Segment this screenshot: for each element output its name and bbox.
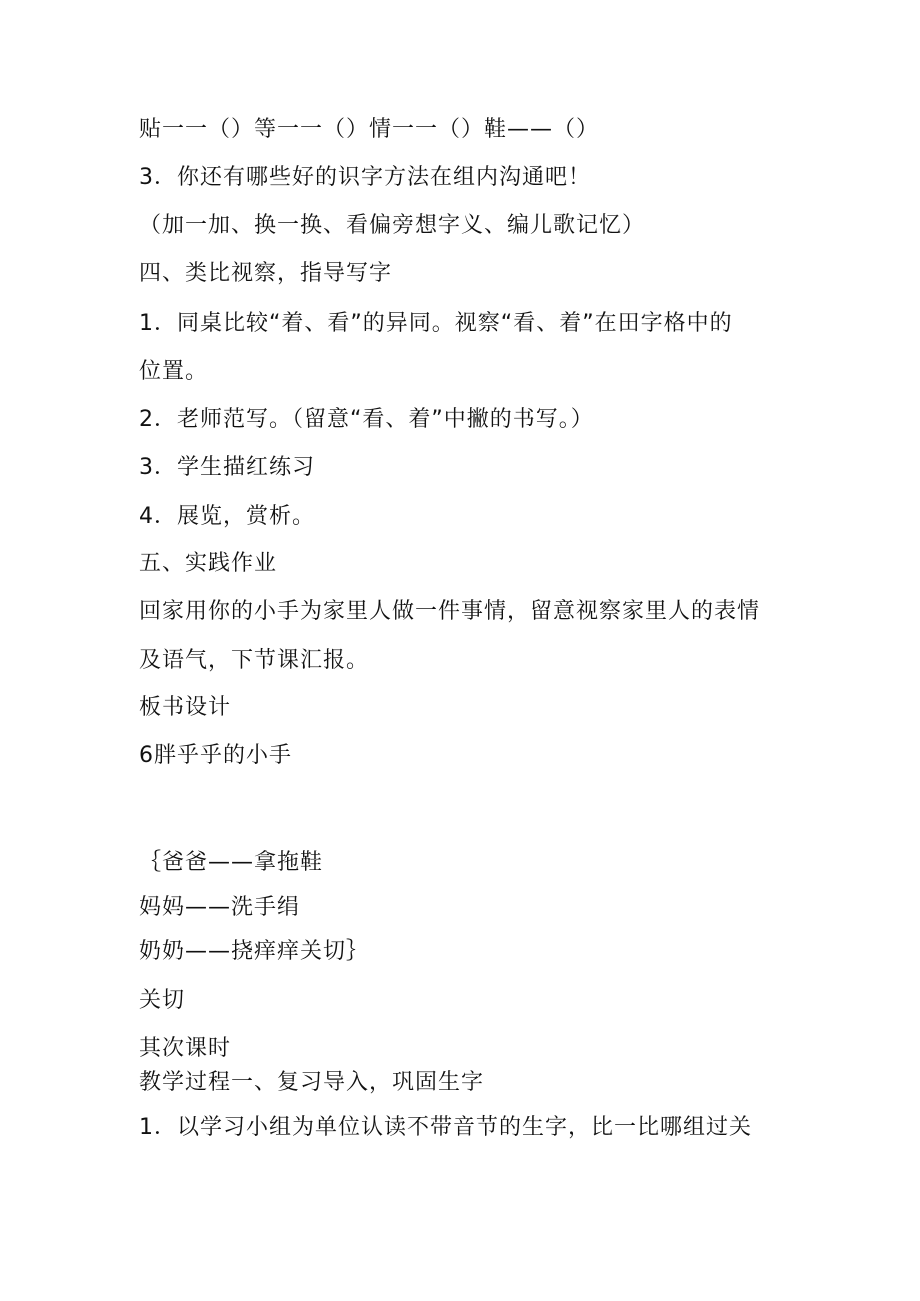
section-heading: 四、类比视察，指导写字: [139, 261, 393, 286]
text-line: （加一加、换一换、看偏旁想字义、编儿歌记忆）: [139, 213, 646, 238]
text-line: 贴一一（）等一一（）情一一（）鞋——（）: [139, 117, 600, 142]
text-line: 位置。: [139, 359, 209, 384]
section-heading: 其次课时: [139, 1036, 232, 1061]
text-line: 奶奶——挠痒痒关切｝: [139, 939, 370, 964]
text-line: 妈妈——洗手绢: [139, 895, 301, 920]
text-line: 及语气，下节课汇报。: [139, 648, 370, 673]
text-line: 关切: [139, 988, 186, 1013]
text-line: 回家用你的小手为家里人做一件事情，留意视察家里人的表情: [139, 599, 761, 624]
text-line: 3．你还有哪些好的识字方法在组内沟通吧！: [139, 165, 591, 190]
section-heading: 五、实践作业: [139, 551, 278, 576]
text-line: 2．老师范写。（留意“看、着”中撇的书写。）: [139, 407, 594, 432]
text-line: 3．学生描红练习: [139, 455, 315, 480]
text-line: 1．以学习小组为单位认读不带音节的生字，比一比哪组过关: [139, 1115, 752, 1140]
text-line: 6胖乎乎的小手: [139, 743, 292, 768]
section-heading: 板书设计: [139, 695, 232, 720]
text-line: 1．同桌比较“着、看”的异同。视察“看、着”在田字格中的: [139, 311, 733, 336]
text-line: 教学过程一、复习导入，巩固生字: [139, 1070, 485, 1095]
text-line: ｛爸爸——拿拖鞋: [139, 850, 324, 875]
text-line: 4．展览，赏析。: [139, 504, 315, 529]
